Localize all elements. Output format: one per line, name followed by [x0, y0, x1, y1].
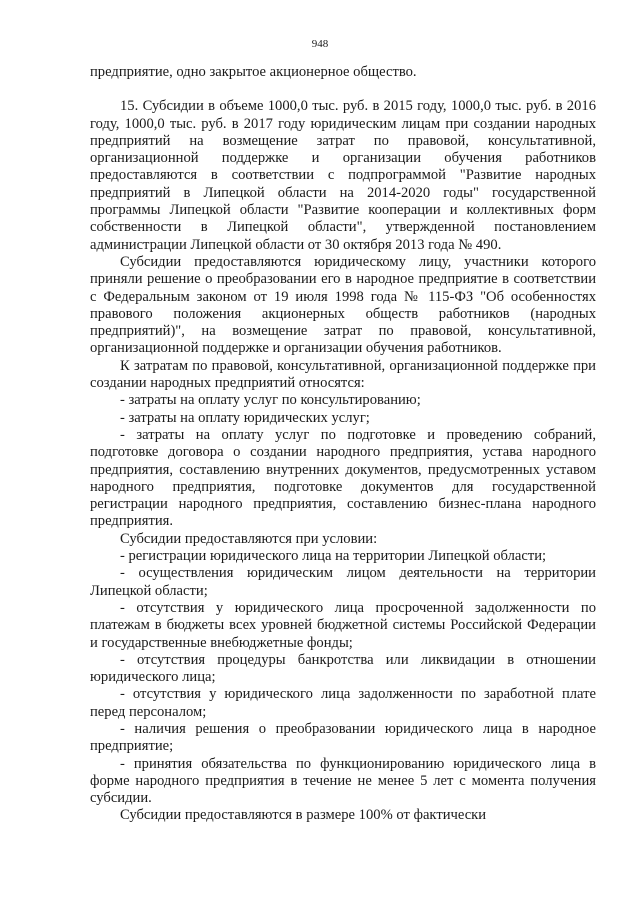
paragraph-item-15: 15. Субсидии в объеме 1000,0 тыс. руб. в 2015 году, 1000,0 тыс. руб. в 2016 году, 1000,0 тыс. руб. в 2017 году юридическим лицам при создании народных предприятий на возмещение затрат по правовой, консультативной, организационной поддержке и организации обучения работников предоставляются в соответствии с подпрограммой "Развитие народных предприятий в Липецкой области на 2014-2020 годы" государственной программы Липецкой области "Развитие кооперации и коллективных форм собственности в Липецкой области", утвержденной постановлением администрации Липецкой области от 30 октября 2013 года № 490.	[90, 98, 596, 253]
paragraph-continuation: предприятие, одно закрытое акционерное общество.	[90, 64, 417, 80]
paragraph-subsidy-amount: Субсидии предоставляются в размере 100% от фактически	[120, 807, 487, 824]
paragraph-subsidy-recipient: Субсидии предоставляются юридическому лицу, участники которого приняли решение о преобразовании его в народное предприятие в соответствии с Федеральным законом от 19 июля 1998 года № 115-ФЗ "Об особенностях правового положения акционерных обществ работников (народных предприятий)", на возмещение затрат по правовой, консультативной, организационной поддержке и организации обучения работников.	[90, 253, 596, 357]
list-item-condition-no-debt: - отсутствия у юридического лица просроченной задолженности по платежам в бюджеты всех уровней бюджетной системы Российской Федерации и государственные внебюджетные фонды;	[90, 599, 596, 651]
paragraph-costs-intro: К затратам по правовой, консультативной, организационной поддержке при создании народных предприятий относятся:	[90, 357, 596, 392]
paragraph-spacer	[90, 81, 596, 98]
list-item-condition-registration: - регистрации юридического лица на территории Липецкой области;	[120, 548, 547, 565]
list-item-condition-activity: - осуществления юридическим лицом деятельности на территории Липецкой области;	[90, 565, 596, 599]
list-item-condition-no-wage-debt: - отсутствия у юридического лица задолженности по заработной плате перед персоналом;	[90, 686, 596, 720]
list-item-costs-meetings: - затраты на оплату услуг по подготовке и проведению собраний, подготовке договора о создании народного предприятия, устава народного предприятия, составлению внутренних документов, предусмотренных уставом народного предприятия, подготовке документов для государственной регистрации народного предприятия, составлению бизнес-плана народного предприятия.	[90, 426, 596, 530]
page-number: 948	[311, 38, 329, 50]
list-item-condition-no-bankruptcy: - отсутствия процедуры банкротства или ликвидации в отношении юридического лица;	[90, 651, 596, 686]
list-item-costs-consulting: - затраты на оплату услуг по консультированию;	[120, 392, 421, 409]
list-item-costs-legal: - затраты на оплату юридических услуг;	[120, 409, 370, 426]
paragraph-conditions-intro: Субсидии предоставляются при условии:	[120, 530, 378, 547]
document-body	[90, 64, 596, 825]
list-item-condition-decision: - наличия решения о преобразовании юридического лица в народное предприятие;	[90, 720, 596, 755]
list-item-condition-obligation: - принятия обязательства по функционированию юридического лица в форме народного предприятия в течение не менее 5 лет с момента получения субсидии.	[90, 755, 596, 807]
